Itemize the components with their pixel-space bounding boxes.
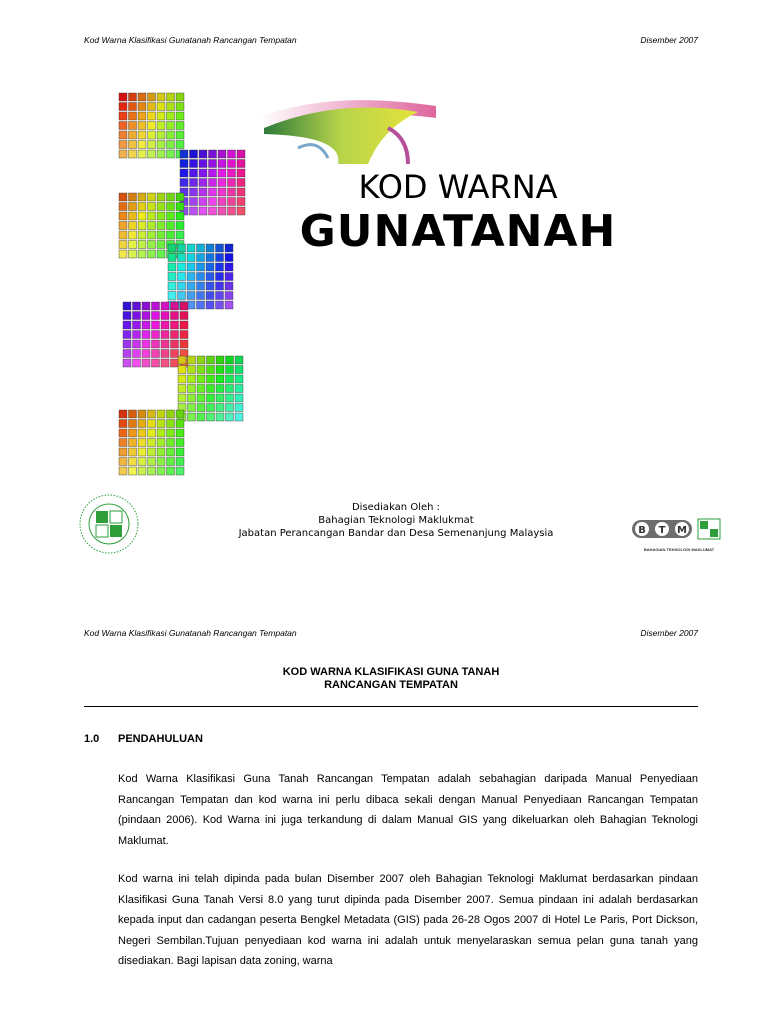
paragraph-2: Kod warna ini telah dipinda pada bulan Disember 2007 oleh Bahagian Teknologi Maklumat berdasarkan pindaan Klasifikasi Guna Tanah Versi 8.0 yang turut dipinda pada Disember 2007. Semua pindaan ini adalah berdasarkan kepada input dan cadangan peserta Bengkel Metadata (GIS) pada 26-28 Ogos 2007 di Hotel Le Paris, Port Dickson, Negeri Sembilan.Tujuan penyediaan kod warna ini adalah untuk menyelaraskan semua pelan guna tanah yang disediakan. Bagi lapisan data zoning, warna bbox=[118, 873, 698, 967]
btm-logo bbox=[630, 516, 728, 550]
document-title-line1: KOD WARNA KLASIFIKASI GUNA TANAH bbox=[282, 666, 500, 678]
page-header-left: Kod Warna Klasifikasi Gunatanah Rancangan Tempatan bbox=[84, 628, 297, 638]
prepared-by-department: Jabatan Perancangan Bandar dan Desa Semenanjung Malaysia bbox=[238, 528, 554, 539]
svg-text:T: T bbox=[658, 525, 666, 536]
prepared-by-division: Bahagian Teknologi Maklukmat bbox=[318, 515, 474, 526]
jpbd-logo bbox=[78, 493, 140, 555]
paragraph-1: Kod Warna Klasifikasi Guna Tanah Rancangan Tempatan adalah sebahagian daripada Manual Penyediaan Rancangan Tempatan dan kod warna ini perlu dibaca sekali dengan Manual Penyediaan Rancangan Tempatan (pindaan 2006). Kod Warna ini juga terkandung di dalam Manual GIS yang dikeluarkan oleh Bahagian Teknologi Maklumat. bbox=[118, 773, 698, 847]
section-heading: PENDAHULUAN bbox=[118, 733, 203, 745]
prepared-by-label: Disediakan Oleh : bbox=[351, 502, 441, 513]
svg-text:M: M bbox=[677, 525, 687, 536]
globe-swoosh-image bbox=[258, 88, 436, 164]
section-number: 1.0 bbox=[84, 733, 100, 745]
btm-logo-caption: BAHAGIAN TEKNOLOGI MAKLUMAT bbox=[643, 547, 715, 552]
title-divider bbox=[84, 706, 698, 707]
cover-title-line1: KOD WARNA bbox=[358, 168, 558, 206]
document-title-line2: RANCANGAN TEMPATAN bbox=[324, 679, 458, 691]
cover-header-right: Disember 2007 bbox=[640, 35, 698, 45]
svg-text:B: B bbox=[638, 525, 646, 536]
page-header-right: Disember 2007 bbox=[640, 628, 698, 638]
cover-header-left: Kod Warna Klasifikasi Gunatanah Rancangan Tempatan bbox=[84, 35, 297, 45]
cover-title-line2: GUNATANAH bbox=[299, 206, 617, 257]
